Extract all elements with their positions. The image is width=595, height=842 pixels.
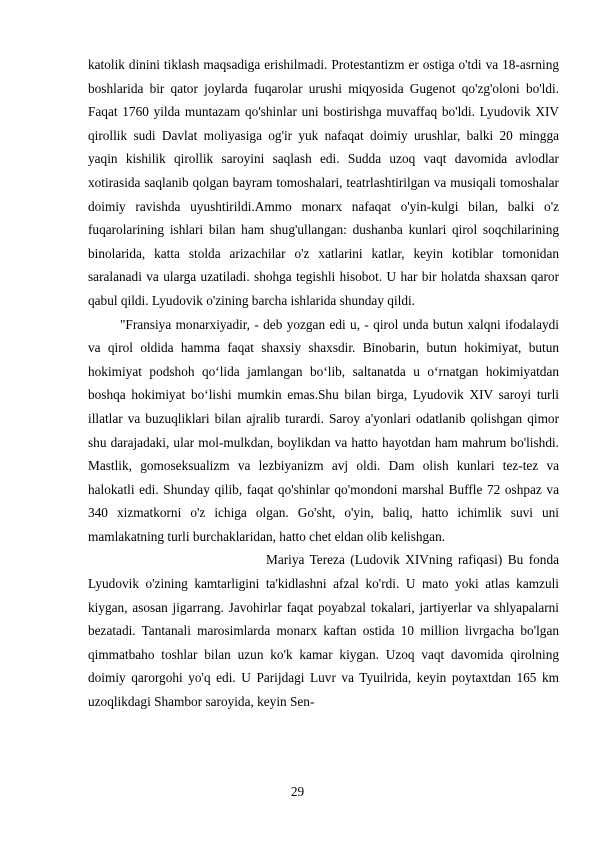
paragraph-1: katolik dinini tiklash maqsadiga erishilmadi. Protestantizm er ostiga o'tdi va 18-asrning boshlarida bir qator joylarda fuqarolar urushi miqyosida Gugenot qo'zg'oloni bo'ldi. Faqat 1760 yilda muntazam qo'shinlar uni bostirishga muvaffaq bo'ldi. Lyudovik XIV qirollik sudi Davlat moliyasiga og'ir yuk nafaqat doimiy urushlar, balki 20 mingga yaqin kishilik qirollik saroyini saqlash edi. Sudda uzoq vaqt davomida avlodlar xotirasida saqlanib qolgan bayram tomoshalari, teatrlashtirilgan va musiqali tomoshalar doimiy ravishda uyushtirildi.Ammo monarx nafaqat o'yin-kulgi bilan, balki o'z fuqarolarining ishlari bilan ham shug'ullangan: dushanba kunlari qirol soqchilarining binolarida, katta stolda arizachilar o'z xatlarini katlar, keyin kotiblar tomonidan saralanadi va ularga uzatiladi. shohga tegishli hisobot. U har bir holatda shaxsan qaror qabul qildi. Lyudovik o'zining barcha ishlarida shunday qildi. <box>88 57 559 308</box>
page-number: 29 <box>290 784 305 799</box>
paragraph-3: Mariya Tereza (Ludovik XIVning rafiqasi) Bu fonda Lyudovik o'zining kamtarligini ta'kidlashni afzal ko'rdi. U mato yoki atlas kamzuli kiygan, asosan jigarrang. Javohirlar faqat poyabzal tokalari, jartiyerlar va shlyapalarni bezatadi. Tantanali marosimlarda monarx kaftan ostida 10 million livrgacha bo'lgan qimmatbaho toshlar bilan uzun ko'k kamar kiygan. Uzoq vaqt davomida qirolning doimiy qarorgohi yo'q edi. U Parijdagi Luvr va Tyuilrida, keyin poytaxtdan 165 km uzoqlikdagi Shambor saroyida, keyin Sen- <box>88 552 559 710</box>
document-body <box>88 53 559 714</box>
paragraph-2: "Fransiya monarxiyadir, - deb yozgan edi u, - qirol unda butun xalqni ifodalaydi va qirol oldida hamma faqat shaxsiy shaxsdir. Binobarin, butun hokimiyat, butun hokimiyat podshoh qo‘lida jamlangan bo‘lib, saltanatda u o‘rnatgan hokimiyatdan boshqa hokimiyat bo‘lishi mumkin emas.Shu bilan birga, Lyudovik XIV saroyi turli illatlar va buzuqliklari bilan ajralib turardi. Saroy a'yonlari odatlanib qolishgan qimor shu darajadaki, ular mol-mulkdan, boylikdan va hatto hayotdan ham mahrum bo'lishdi. Mastlik, gomoseksualizm va lezbiyanizm avj oldi. Dam olish kunlari tez-tez va halokatli edi. Shunday qilib, faqat qo'shinlar qo'mondoni marshal Buffle 72 oshpaz va 340 xizmatkorni o'z ichiga olgan. Go'sht, o'yin, baliq, hatto ichimlik suvi uni mamlakatning turli burchaklaridan, hatto chet eldan olib kelishgan. <box>88 316 559 544</box>
